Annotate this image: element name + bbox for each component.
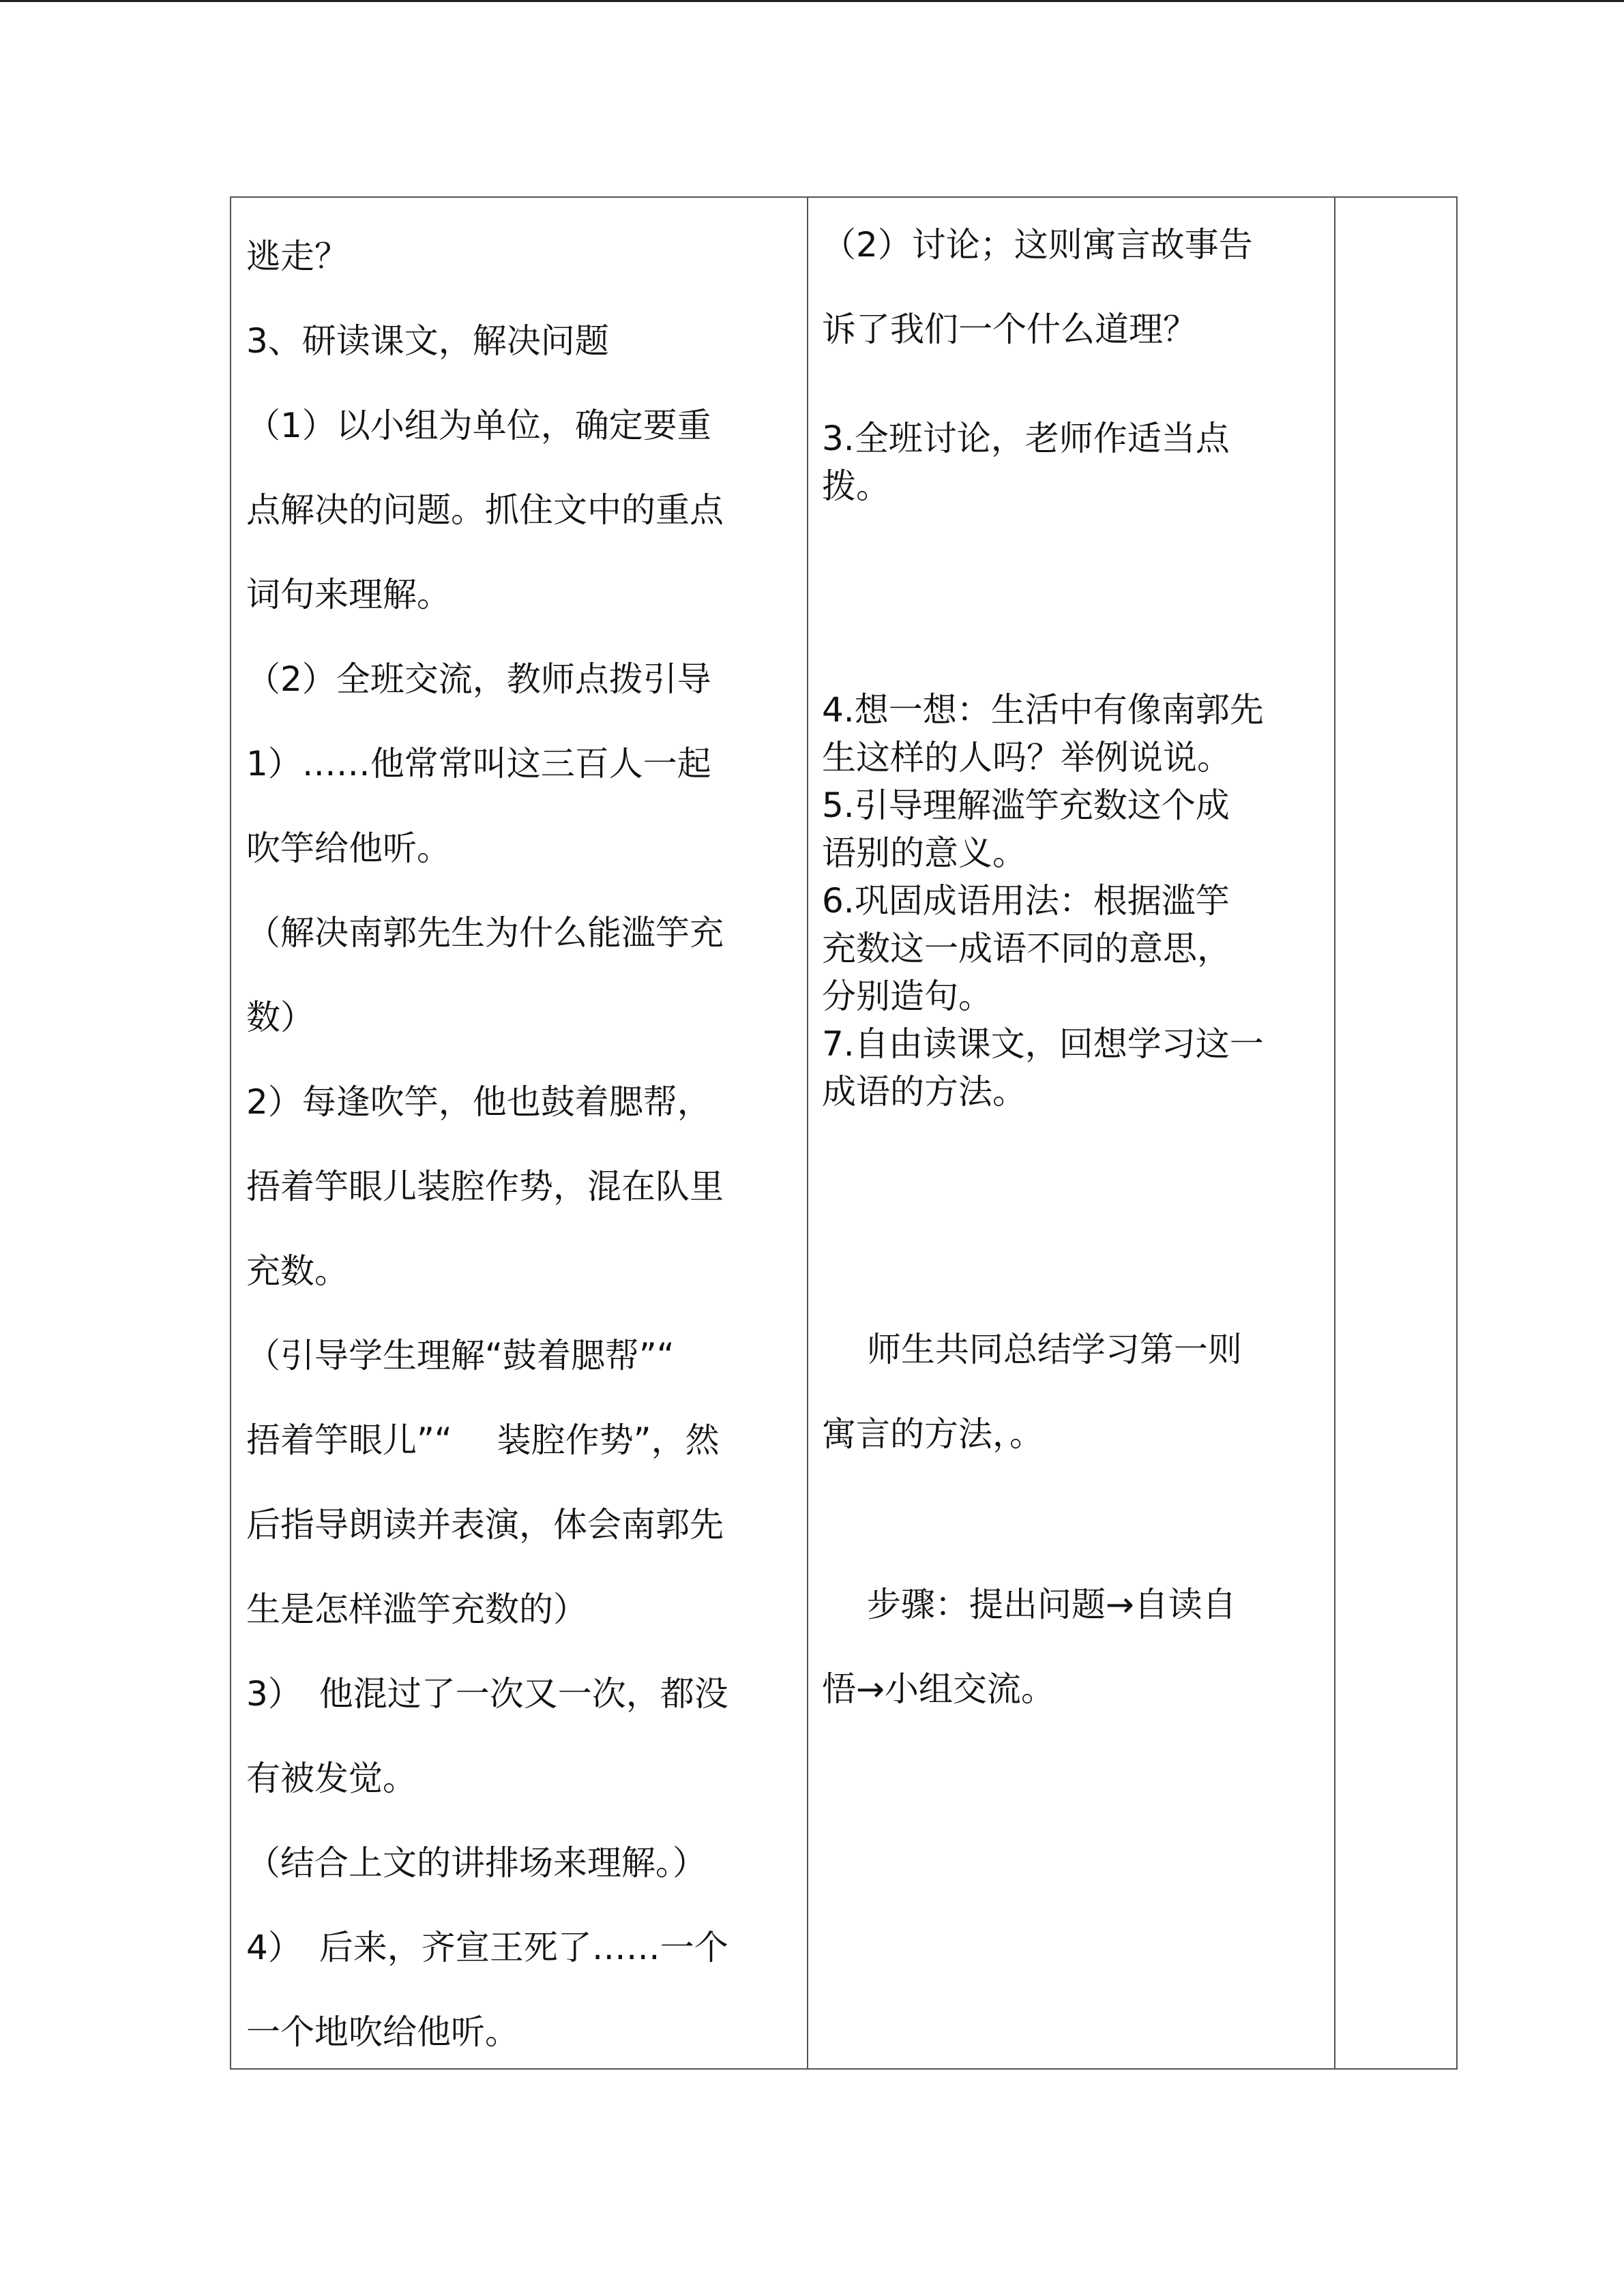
text-line: 1）……他常常叫这三百人一起 xyxy=(246,744,711,784)
text-line: 诉了我们一个什么道理？ xyxy=(822,310,1197,349)
text-line: 3） 他混过了一次又一次，都没 xyxy=(246,1674,728,1714)
left-column-cell xyxy=(231,198,807,2068)
text-line: 数） xyxy=(246,998,314,1037)
text-line: （结合上文的讲排场来理解。） xyxy=(246,1843,707,1883)
text-line: 捂着竽眼儿”“ 装腔作势”，然 xyxy=(246,1420,720,1460)
text-line: 3、研读课文，解决问题 xyxy=(246,321,609,361)
text-line: 生是怎样滥竽充数的） xyxy=(246,1590,587,1629)
text-line: 逃走？ xyxy=(246,237,349,276)
text-line: 生这样的人吗？举例说说。 xyxy=(822,738,1231,777)
text-line: 4.想一想：生活中有像南郭先 xyxy=(822,690,1264,730)
text-line: 6.巩固成语用法：根据滥竽 xyxy=(822,881,1230,921)
page-top-border xyxy=(0,0,1624,2)
text-line: 寓言的方法，。 xyxy=(822,1414,1044,1454)
text-line: （解决南郭先生为什么能滥竽充 xyxy=(246,913,724,953)
text-line: 一个地吹给他听。 xyxy=(246,2012,519,2052)
text-line: 捂着竽眼儿装腔作势，混在队里 xyxy=(246,1167,724,1206)
text-line: （2）全班交流，教师点拨引导 xyxy=(246,659,711,699)
text-line: （2）讨论；这则寓言故事告 xyxy=(822,225,1253,265)
text-line: 拨。 xyxy=(822,466,890,506)
lesson-plan-table xyxy=(230,196,1458,2070)
text-line: （引导学生理解“鼓着腮帮”“ xyxy=(246,1336,675,1375)
text-line: 步骤：提出问题→自读自 xyxy=(822,1585,1237,1624)
text-line: 成语的方法。 xyxy=(822,1072,1027,1112)
text-line: 4） 后来，齐宣王死了……一个 xyxy=(246,1928,728,1967)
text-line: 5.引导理解滥竽充数这个成 xyxy=(822,786,1230,825)
text-line: （1）以小组为单位，确定要重 xyxy=(246,406,711,445)
text-line: 词句来理解。 xyxy=(246,575,451,614)
text-line: 语别的意义。 xyxy=(822,833,1027,873)
text-line: 充数。 xyxy=(246,1251,349,1291)
text-line: 充数这一成语不同的意思， xyxy=(822,929,1231,968)
text-line: 吹竽给他听。 xyxy=(246,829,451,868)
text-line: 3.全班讨论，老师作适当点 xyxy=(822,419,1230,458)
right-column-cell xyxy=(1335,198,1458,2068)
text-line: 分别造句。 xyxy=(822,976,992,1016)
text-line: 后指导朗读并表演，体会南郭先 xyxy=(246,1505,724,1545)
text-line: 有被发觉。 xyxy=(246,1759,417,1798)
text-line: 悟→小组交流。 xyxy=(822,1669,1055,1709)
middle-column-cell xyxy=(808,198,1334,2068)
text-line: 7.自由读课文，回想学习这一 xyxy=(822,1024,1264,1064)
text-line: 点解决的问题。抓住文中的重点 xyxy=(246,490,724,530)
text-line: 师生共同总结学习第一则 xyxy=(822,1330,1242,1369)
text-line: 2）每逢吹竽，他也鼓着腮帮， xyxy=(246,1082,711,1122)
